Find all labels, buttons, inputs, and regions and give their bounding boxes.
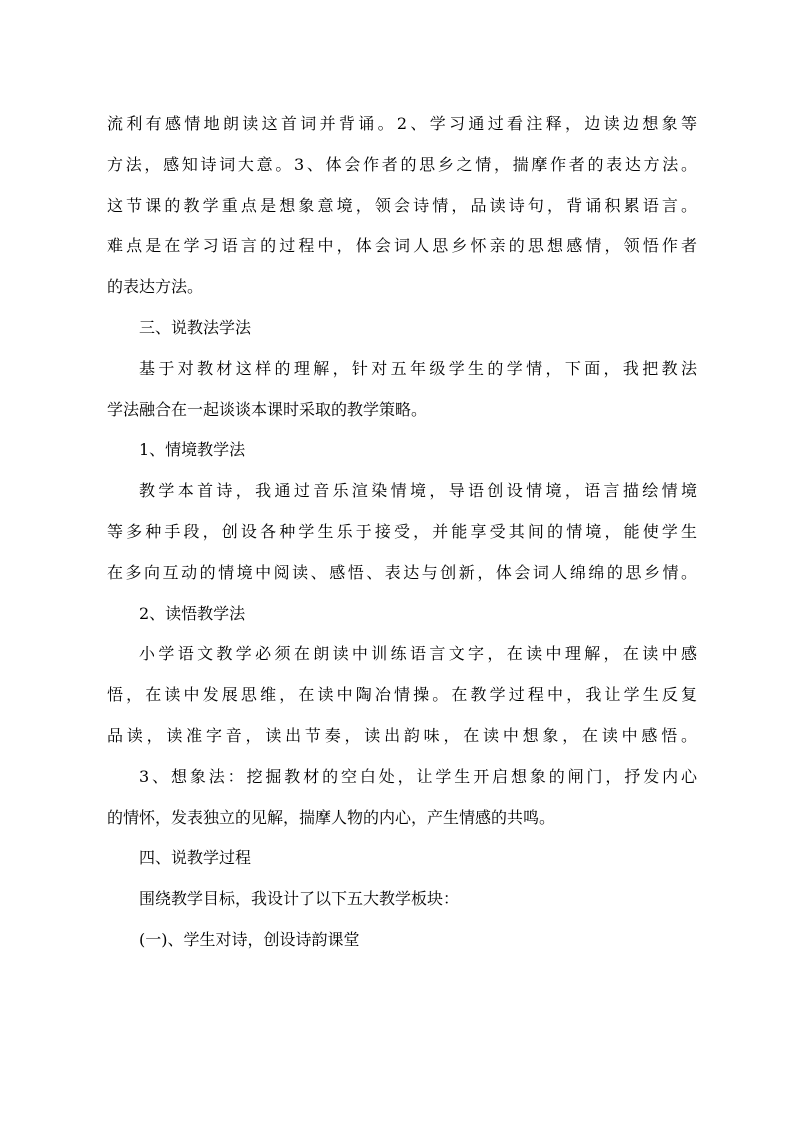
text-line: 的情怀，发表独立的见解，揣摩人物的内心，产生情感的共鸣。: [107, 807, 556, 827]
text-line: 四、说教学过程: [139, 848, 252, 868]
text-line: (一)、学生对诗，创设诗韵课堂: [139, 929, 360, 949]
text-line: 品读，读准字音，读出节奏，读出韵味，在读中想象，在读中感悟。: [107, 725, 697, 745]
text-line: 围绕教学目标，我设计了以下五大教学板块：: [139, 889, 460, 909]
text-line: 这节课的教学重点是想象意境，领会诗情，品读诗句，背诵积累语言。: [107, 195, 697, 215]
text-line: 教学本首诗，我通过音乐渲染情境，导语创设情境，语言描绘情境: [139, 481, 697, 501]
text-line: 三、说教法学法: [139, 317, 252, 337]
text-line: 在多向互动的情境中阅读、感悟、表达与创新，体会词人绵绵的思乡情。: [107, 562, 697, 582]
text-line: 难点是在学习语言的过程中，体会词人思乡怀亲的思想感情，领悟作者: [107, 236, 697, 256]
text-line: 悟，在读中发展思维，在读中陶冶情操。在教学过程中，我让学生反复: [107, 685, 697, 705]
text-line: 3、想象法：挖掘教材的空白处，让学生开启想象的闸门，抒发内心: [139, 766, 697, 786]
document-body: [107, 104, 697, 961]
text-line: 流利有感情地朗读这首词并背诵。2、学习通过看注释，边读边想象等: [107, 114, 697, 133]
text-line: 小学语文教学必须在朗读中训练语言文字，在读中理解，在读中感: [139, 644, 697, 664]
text-line: 1、情境教学法: [139, 440, 246, 460]
text-line: 学法融合在一起谈谈本课时采取的教学策略。: [107, 399, 428, 419]
text-line: 基于对教材这样的理解，针对五年级学生的学情，下面，我把教法: [139, 358, 697, 378]
text-line: 2、读悟教学法: [139, 603, 246, 623]
text-line: 等多种手段，创设各种学生乐于接受，并能享受其间的情境，能使学生: [107, 521, 697, 541]
text-line: 方法，感知诗词大意。3、体会作者的思乡之情，揣摩作者的表达方法。: [107, 154, 697, 174]
text-line: 的表达方法。: [107, 277, 204, 297]
